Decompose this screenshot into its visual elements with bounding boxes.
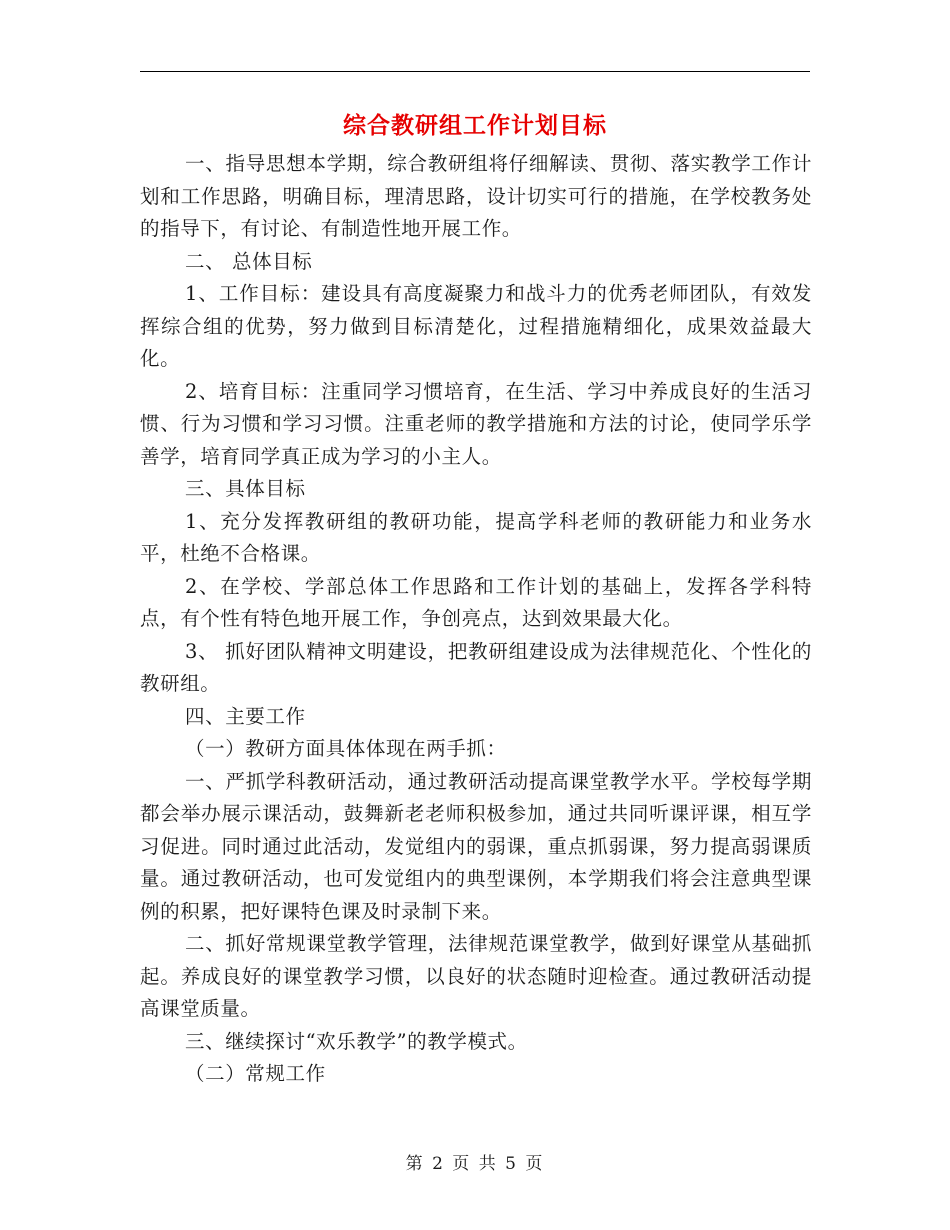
section-heading-overall-goals: 二、 总体目标 xyxy=(185,249,313,273)
paragraph-specific-goal-1: 1、充分发挥教研组的教研功能，提高学科老师的教研能力和业务水平，杜绝不合格课。 xyxy=(140,509,812,565)
page-number-label: 第 2 页 共 5 页 xyxy=(405,1154,545,1174)
subsection-heading-routine-work: （二）常规工作 xyxy=(185,1062,326,1085)
subsection-heading-teaching-research: （一）教研方面具体体现在两手抓： xyxy=(185,737,507,760)
header-rule xyxy=(140,71,810,72)
document-title: 综合教研组工作计划目标 xyxy=(343,112,607,139)
paragraph-happy-teaching: 三、继续探讨“欢乐教学”的教学模式。 xyxy=(185,1029,528,1053)
section-heading-main-work: 四、主要工作 xyxy=(185,704,306,728)
paragraph-specific-goal-2: 2、在学校、学部总体工作思路和工作计划的基础上，发挥各学科特点，有个性有特色地开展工作，争创亮点，达到效果最大化。 xyxy=(140,574,812,630)
paragraph-work-goal: 1、工作目标：建设具有高度凝聚力和战斗力的优秀老师团队，有效发挥综合组的优势，努力做到目标清楚化，过程措施精细化，成果效益最大化。 xyxy=(140,282,812,370)
paragraph-cultivation-goal: 2、培育目标：注重同学习惯培育，在生活、学习中养成良好的生活习惯、行为习惯和学习习惯。注重老师的教学措施和方法的讨论，使同学乐学善学，培育同学真正成为学习的小主人。 xyxy=(140,379,812,468)
paragraph-guiding-idea: 一、指导思想本学期，综合教研组将仔细解读、贯彻、落实教学工作计划和工作思路，明确目标，理清思路，设计切实可行的措施，在学校教务处的指导下，有讨论、有制造性地开展工作。 xyxy=(140,152,812,240)
page-footer xyxy=(0,1152,950,1176)
paragraph-research-activities: 一、严抓学科教研活动，通过教研活动提高课堂教学水平。学校每学期都会举办展示课活动，鼓舞新老老师积极参加，通过共同听课评课，相互学习促进。同时通过此活动，发觉组内的弱课，重点抓弱课，努力提高弱课质量。通过教研活动，也可发觉组内的典型课例，本学期我们将会注意典型课例的积累，把好课特色课及时录制下来。 xyxy=(140,769,812,923)
paragraph-specific-goal-3: 3、 抓好团队精神文明建设，把教研组建设成为法律规范化、个性化的教研组。 xyxy=(140,639,812,695)
section-heading-specific-goals: 三、具体目标 xyxy=(185,477,306,500)
document-body xyxy=(140,148,812,1091)
paragraph-classroom-management: 二、抓好常规课堂教学管理，法律规范课堂教学，做到好课堂从基础抓起。养成良好的课堂教学习惯，以良好的状态随时迎检查。通过教研活动提高课堂质量。 xyxy=(140,932,812,1020)
